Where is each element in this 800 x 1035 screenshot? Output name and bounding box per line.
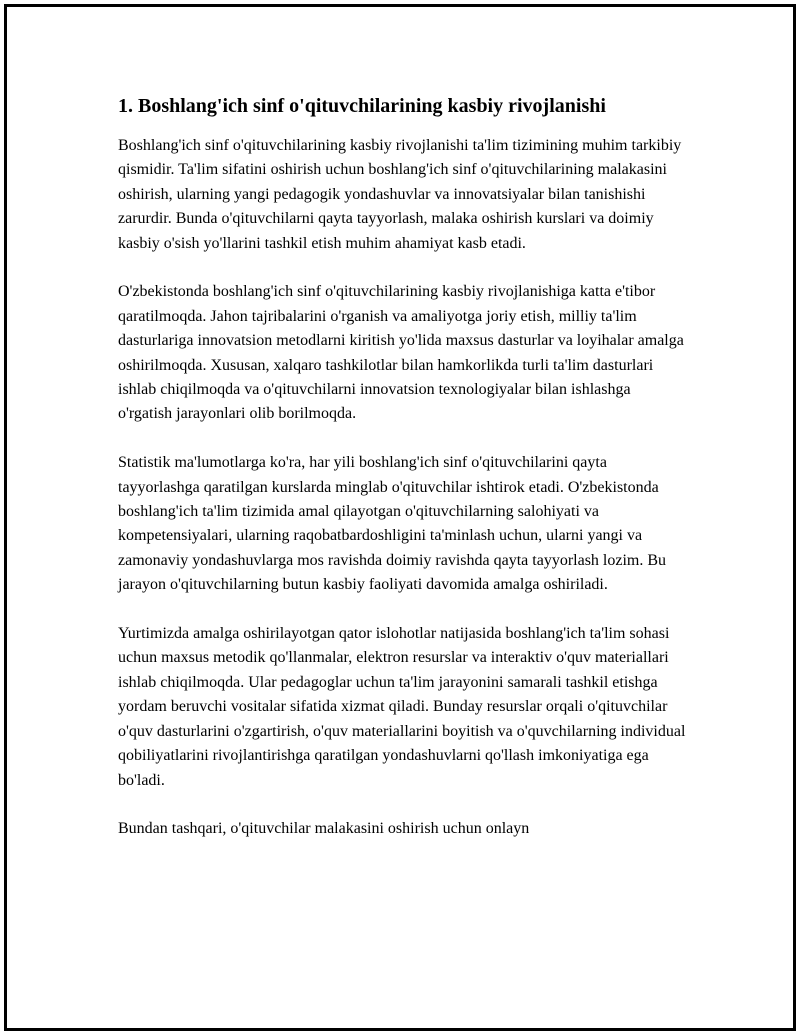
paragraph-3: Statistik ma'lumotlarga ko'ra, har yili boshlang'ich sinf o'qituvchilarini qayta tayyorlashga qaratilgan kurslarda minglab o'qituvchilar ishtirok etadi. O'zbekistonda boshlang'ich ta'lim tizimida amal qilayotgan o'qituvchilarning salohiyati va kompetensiyalari, ularning raqobatbardoshligini ta'minlash uchun, ularni yangi va zamonaviy yondashuvlarga mos ravishda doimiy ravishda qayta tayyorlash lozim. Bu jarayon o'qituvchilarning butun kasbiy faoliyati davomida amalga oshiriladi. xyxy=(118,454,667,594)
paragraph-5: Bundan tashqari, o'qituvchilar malakasini oshirish uchun onlayn xyxy=(118,820,530,838)
paragraph-2: O'zbekistonda boshlang'ich sinf o'qituvchilarining kasbiy rivojlanishiga katta e'tibor qaratilmoqda. Jahon tajribalarini o'rganish va amaliyotga joriy etish, milliy ta'lim dasturlariga innovatsion metodlarni kiritish yo'lida maxsus dasturlar va loyihalar amalga oshirilmoqda. Xususan, xalqaro tashkilotlar bilan hamkorlikda turli ta'lim dasturlari ishlab chiqilmoqda va o'qituvchilarni innovatsion texnologiyalar bilan ishlashga o'rgatish jarayonlari olib borilmoqda. xyxy=(118,283,684,423)
paragraph-1: Boshlang'ich sinf o'qituvchilarining kasbiy rivojlanishi ta'lim tizimining muhim tarkibiy qismidir. Ta'lim sifatini oshirish uchun boshlang'ich sinf o'qituvchilarining malakasini oshirish, ularning yangi pedagogik yondashuvlar va innovatsiyalar bilan tanishishi zarurdir. Bunda o'qituvchilarni qayta tayyorlash, malaka oshirish kurslari va doimiy kasbiy o'sish yo'llarini tashkil etish muhim ahamiyat kasb etadi. xyxy=(118,137,682,252)
document-body xyxy=(118,92,688,866)
section-heading: 1. Boshlang'ich sinf o'qituvchilarining kasbiy rivojlanishi xyxy=(118,95,606,117)
paragraph-4: Yurtimizda amalga oshirilayotgan qator islohotlar natijasida boshlang'ich ta'lim sohasi uchun maxsus metodik qo'llanmalar, elektron resurslar va interaktiv o'quv materiallari ishlab chiqilmoqda. Ular pedagoglar uchun ta'lim jarayonini samarali tashkil etishga yordam beruvchi vositalar sifatida xizmat qiladi. Bunday resurslar orqali o'qituvchilar o'quv dasturlarini o'zgartirish, o'quv materiallarini boyitish va o'quvchilarning individual qobiliyatlarini rivojlantirishga qaratilgan yondashuvlarni qo'llash imkoniyatiga ega bo'ladi. xyxy=(118,625,686,789)
